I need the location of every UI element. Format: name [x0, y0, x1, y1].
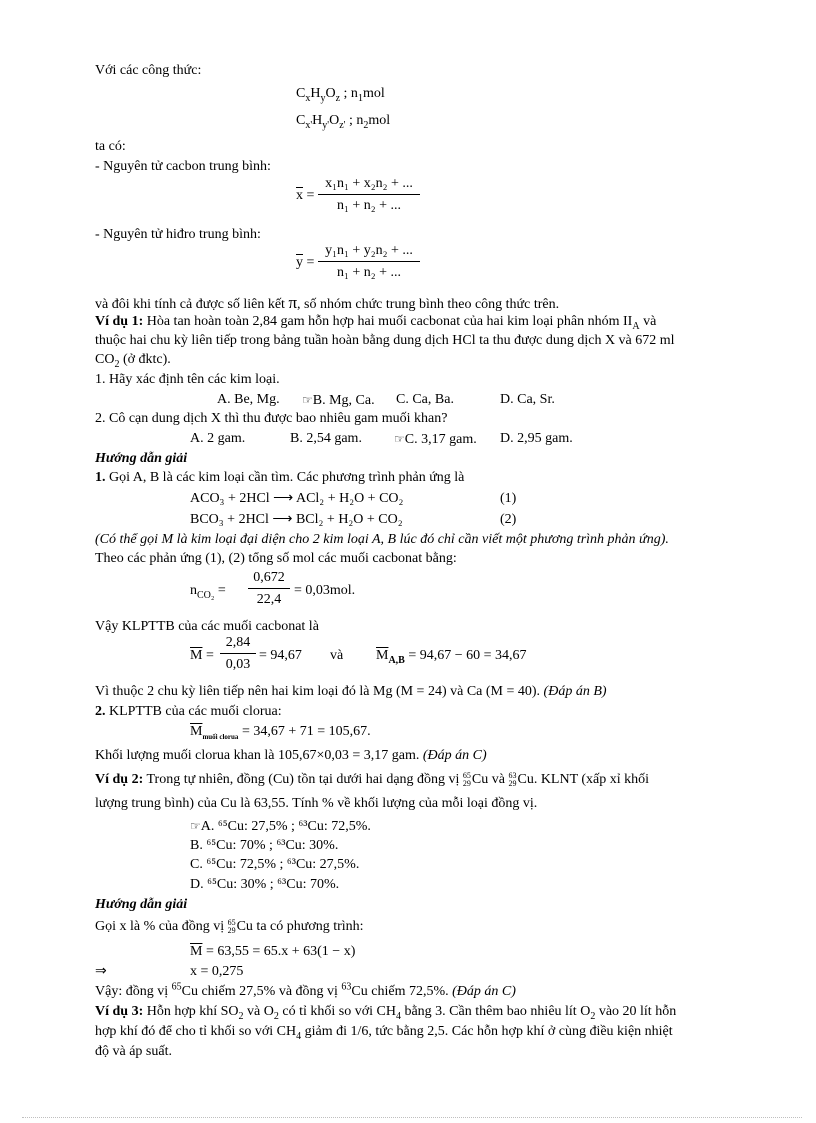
nco2-label: $n_{CO_2}$ =	[190, 583, 226, 601]
ex2-option-d: D. ⁶⁵Cu: 30% ; ⁶³Cu: 70%.	[190, 877, 340, 892]
pi-bond-line: và đôi khi tính cả được số liên kết π, số nhóm chức trung bình theo công thức trên.	[95, 293, 560, 312]
conclusion-3: Vậy: đồng vị $^{65}$Cu chiếm 27,5% và đồng vị $^{63}$Cu chiếm 72,5%. (Đáp án C)	[95, 981, 516, 999]
average-mass-line: Vậy KLPTTB của các muối cacbonat là	[95, 619, 319, 634]
example-1-line-1: Ví dụ 1: Hòa tan hoàn toàn 2,84 gam hỗn hợp hai muối cacbonat của hai kim loại phân nhóm $II_A$ và	[95, 314, 657, 332]
note-line: (Có thể gọi M là kim loại đại diện cho 2 kim loại A, B lúc đó chỉ cần viết một phương trình phản ứng).	[95, 532, 669, 547]
q2-option-d: D. 2,95 gam.	[500, 431, 573, 446]
example-2-line-2: lượng trung bình) của Cu là 63,55. Tính % về khối lượng của mỗi loại đồng vị.	[95, 796, 538, 811]
ex2-option-b: B. ⁶⁵Cu: 70% ; ⁶³Cu: 30%.	[190, 838, 339, 853]
q2-option-c: ☞C. 3,17 gam.	[394, 432, 477, 447]
ybar-fraction: $\frac{\text{y₁n₁ + y₂n₂ + ...}}{\text{n₁ + n₂ + ...}}$	[318, 243, 420, 281]
nco2-result: = 0,03mol.	[294, 583, 356, 598]
xbar-symbol: $\overline{x}$ =	[296, 188, 315, 203]
total-mol-line: Theo các phản ứng (1), (2) tổng số mol các muối cacbonat bằng:	[95, 551, 457, 566]
chloride-mass-equation: $\overline{M}_{muối clorua} = 34,67 + 71 = 105,67$.	[190, 724, 371, 741]
hydro-avg-label: - Nguyên tử hiđro trung bình:	[95, 227, 261, 242]
page-bottom-divider	[22, 1117, 802, 1118]
reaction-1-number: (1)	[500, 491, 517, 506]
isotope-equation: $\overline{M} = 63,55 = 65.x + 63(1 - x)$	[190, 944, 356, 959]
check-hand-icon: ☞	[302, 393, 313, 407]
solution-heading-1: Hướng dẫn giải	[95, 451, 188, 466]
conclusion-1: Vì thuộc 2 chu kỳ liên tiếp nên hai kim loại đó là Mg (M = 24) và Ca (M = 40). (Đáp án B)	[95, 684, 607, 699]
example-3-line-2: hợp khí đó để cho tỉ khối so với $CH_4$ giảm đi 1/6, tức bằng 2,5. Các hỗn hợp khí ở cùng điều kiện nhiệt	[95, 1024, 673, 1042]
nco2-fraction: $\frac{0,672}{22,4}$	[248, 570, 290, 608]
q1-option-a: A. Be, Mg.	[217, 392, 280, 407]
mbar-result: = 94,67	[259, 648, 302, 663]
and-word: và	[330, 648, 344, 663]
reaction-2: BCO₃ + 2HCl ⟶ BCl₂ + H₂O + CO₂	[190, 512, 403, 527]
carbon-avg-label: - Nguyên tử cacbon trung bình:	[95, 159, 271, 174]
solution-2-intro: Gọi x là % của đồng vị 65 29 Cu ta có phương trình:	[95, 918, 364, 935]
check-hand-icon: ☞	[190, 819, 201, 833]
example-1-line-2: thuộc hai chu kỳ liên tiếp trong bảng tuần hoàn bằng dung dịch HCl ta thu được dung dịch X và 672 ml	[95, 333, 675, 348]
xbar-fraction: $\frac{\text{x₁n₁ + x₂n₂ + ...}}{\text{n₁ + n₂ + ...}}$	[318, 176, 420, 214]
question-2: 2. Cô cạn dung dịch X thì thu được bao nhiêu gam muối khan?	[95, 411, 448, 426]
q2-option-b: B. 2,54 gam.	[290, 431, 362, 446]
x-result: x = 0,275	[190, 964, 244, 979]
reaction-2-number: (2)	[500, 512, 517, 527]
ex2-option-c: C. ⁶⁵Cu: 72,5% ; ⁶³Cu: 27,5%.	[190, 857, 360, 872]
q2-option-a: A. 2 gam.	[190, 431, 246, 446]
mbar-label: $\overline{M}$ =	[190, 648, 214, 663]
question-1: 1. Hãy xác định tên các kim loại.	[95, 372, 280, 387]
q1-option-c: C. Ca, Ba.	[396, 392, 454, 407]
q1-option-b: ☞B. Mg, Ca.	[302, 393, 375, 408]
ex2-option-a: ☞A. ⁶⁵Cu: 27,5% ; ⁶³Cu: 72,5%.	[190, 819, 371, 834]
ta-co-line: ta có:	[95, 139, 126, 154]
mab-equation: $\overline{M}_{A,B} = 94,67 - 60 = 34,67$	[376, 648, 527, 666]
implies-arrow: ⇒	[95, 964, 107, 979]
solution-step-1: 1. Gọi A, B là các kim loại cần tìm. Các phương trình phản ứng là	[95, 470, 465, 485]
mbar-fraction: $\frac{2,84}{0,03}$	[220, 635, 256, 673]
example-1-line-3: $CO_2$ (ở đktc).	[95, 352, 171, 370]
q1-option-d: D. Ca, Sr.	[500, 392, 555, 407]
conclusion-2: Khối lượng muối clorua khan là 105,67×0,03 = 3,17 gam. (Đáp án C)	[95, 748, 487, 763]
example-2-line-1: Ví dụ 2: Trong tự nhiên, đồng (Cu) tồn tại dưới hai dạng đồng vị 65 29 Cu và 63 29 Cu. KLNT (xấp xỉ khối	[95, 771, 650, 788]
solution-step-2: 2. KLPTTB của các muối clorua:	[95, 704, 282, 719]
reaction-1: ACO₃ + 2HCl ⟶ ACl₂ + H₂O + CO₂	[190, 491, 404, 506]
ybar-symbol: $\overline{y}$ =	[296, 255, 315, 270]
formula-1: $C_xH_yO_z$ ; $n_1mol$	[296, 86, 385, 104]
intro-line: Với các công thức:	[95, 63, 202, 78]
solution-heading-2: Hướng dẫn giải	[95, 897, 188, 912]
check-hand-icon: ☞	[394, 432, 405, 446]
example-3-line-1: Ví dụ 3: Hỗn hợp khí $SO_2$ và $O_2$ có tỉ khối so với $CH_4$ bằng 3. Cần thêm bao nhiêu lít $O_2$ vào 20 lít hỗn	[95, 1004, 677, 1022]
formula-2: $C_{x'}H_{y'}O_{z'}$ ; $n_2mol$	[296, 113, 391, 131]
example-3-line-3: độ và áp suất.	[95, 1044, 172, 1059]
